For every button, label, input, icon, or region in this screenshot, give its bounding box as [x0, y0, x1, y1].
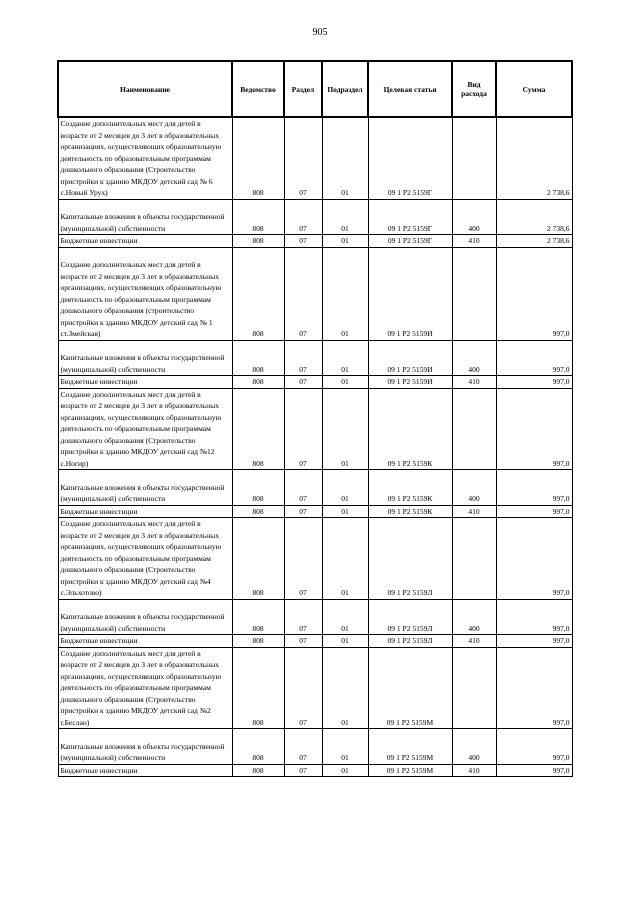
cell-subsection: 01: [322, 199, 368, 235]
cell-name: Капитальные вложения в объекты государственной (муниципальной) собственности: [58, 599, 232, 635]
cell-name: Бюджетные инвестиции: [58, 764, 232, 777]
table-row: [58, 235, 572, 248]
cell-subsection: 01: [322, 647, 368, 729]
cell-department: 808: [232, 376, 284, 389]
table-row: [58, 376, 572, 389]
cell-expense-type: 410: [452, 764, 496, 777]
cell-target: 09 1 Р2 5159М: [368, 764, 452, 777]
cell-target: 09 1 Р2 5159Г: [368, 199, 452, 235]
cell-department: 808: [232, 635, 284, 648]
cell-target: 09 1 Р2 5159К: [368, 505, 452, 518]
cell-subsection: 01: [322, 388, 368, 470]
cell-section: 07: [284, 647, 322, 729]
cell-section: 07: [284, 505, 322, 518]
table-row: [58, 199, 572, 235]
cell-department: 808: [232, 235, 284, 248]
cell-section: 07: [284, 388, 322, 470]
table-body: [58, 117, 572, 777]
cell-section: 07: [284, 340, 322, 376]
table-row: [58, 470, 572, 506]
cell-expense-type: [452, 647, 496, 729]
cell-name: Создание дополнительных мест для детей в возрасте от 2 месяцев до 3 лет в образовательных организациях, осуществляющих образовательную деятельность по образовательным программам дошкольного образования (Строительство пристройки к зданию МКДОУ детский сад № 6 с.Новый Урух): [58, 117, 232, 199]
cell-subsection: 01: [322, 247, 368, 340]
page-number: 905: [312, 27, 328, 38]
cell-sum: 997,0: [496, 518, 572, 600]
header-department: Ведомство: [232, 61, 284, 117]
cell-target: 09 1 Р2 5159Л: [368, 635, 452, 648]
table-row: [58, 729, 572, 765]
cell-sum: 997,0: [496, 247, 572, 340]
cell-target: 09 1 Р2 5159И: [368, 376, 452, 389]
cell-name: Бюджетные инвестиции: [58, 235, 232, 248]
cell-subsection: 01: [322, 117, 368, 199]
cell-sum: 997,0: [496, 505, 572, 518]
cell-subsection: 01: [322, 635, 368, 648]
cell-department: 808: [232, 647, 284, 729]
table-row: [58, 635, 572, 648]
cell-name: Капитальные вложения в объекты государственной (муниципальной) собственности: [58, 729, 232, 765]
cell-target: 09 1 Р2 5159И: [368, 340, 452, 376]
cell-expense-type: [452, 388, 496, 470]
cell-target: 09 1 Р2 5159М: [368, 729, 452, 765]
header-section: Раздел: [284, 61, 322, 117]
cell-subsection: 01: [322, 470, 368, 506]
table-row: [58, 117, 572, 199]
cell-department: 808: [232, 470, 284, 506]
table-row: [58, 388, 572, 470]
cell-name: Капитальные вложения в объекты государственной (муниципальной) собственности: [58, 199, 232, 235]
cell-expense-type: [452, 247, 496, 340]
table-row: [58, 518, 572, 600]
cell-department: 808: [232, 199, 284, 235]
cell-subsection: 01: [322, 599, 368, 635]
cell-subsection: 01: [322, 764, 368, 777]
table-row: [58, 599, 572, 635]
cell-department: 808: [232, 340, 284, 376]
cell-expense-type: 410: [452, 376, 496, 389]
cell-name: Создание дополнительных мест для детей в возрасте от 2 месяцев до 3 лет в образовательных организациях, осуществляющих образовательную деятельность по образовательным программам дошкольного образования (Строительство пристройки к зданию МКДОУ детский сад №4 с.Эльхотово): [58, 518, 232, 600]
cell-subsection: 01: [322, 376, 368, 389]
cell-section: 07: [284, 117, 322, 199]
cell-subsection: 01: [322, 505, 368, 518]
table-header: [58, 61, 572, 117]
cell-expense-type: [452, 117, 496, 199]
cell-target: 09 1 Р2 5159М: [368, 647, 452, 729]
cell-name: Создание дополнительных мест для детей в возрасте от 2 месяцев до 3 лет в образовательных организациях, осуществляющих образовательную деятельность по образовательным программам дошкольного образования (Строительство пристройки к зданию МКДОУ детский сад №12 с.Ногир): [58, 388, 232, 470]
cell-sum: 997,0: [496, 470, 572, 506]
cell-section: 07: [284, 470, 322, 506]
cell-sum: 2 738,6: [496, 235, 572, 248]
table-row: [58, 647, 572, 729]
cell-expense-type: 400: [452, 729, 496, 765]
cell-target: 09 1 Р2 5159Г: [368, 235, 452, 248]
cell-expense-type: 410: [452, 235, 496, 248]
cell-target: 09 1 Р2 5159И: [368, 247, 452, 340]
cell-department: 808: [232, 729, 284, 765]
cell-section: 07: [284, 599, 322, 635]
cell-sum: 2 738,6: [496, 117, 572, 199]
table-row: [58, 340, 572, 376]
cell-department: 808: [232, 764, 284, 777]
cell-name: Капитальные вложения в объекты государственной (муниципальной) собственности: [58, 340, 232, 376]
header-expense-type: Вид расхода: [452, 61, 496, 117]
cell-sum: 997,0: [496, 340, 572, 376]
cell-sum: 997,0: [496, 647, 572, 729]
cell-subsection: 01: [322, 729, 368, 765]
cell-section: 07: [284, 635, 322, 648]
cell-department: 808: [232, 388, 284, 470]
cell-sum: 2 738,6: [496, 199, 572, 235]
cell-sum: 997,0: [496, 376, 572, 389]
cell-expense-type: 410: [452, 505, 496, 518]
table-row: [58, 247, 572, 340]
cell-sum: 997,0: [496, 599, 572, 635]
cell-section: 07: [284, 764, 322, 777]
cell-name: Создание дополнительных мест для детей в возрасте от 2 месяцев до 3 лет в образовательных организациях, осуществляющих образовательную деятельность по образовательным программам дошкольного образования (Строительство пристройки к зданию МКДОУ детский сад №2 г.Беслан): [58, 647, 232, 729]
cell-section: 07: [284, 376, 322, 389]
cell-department: 808: [232, 247, 284, 340]
cell-expense-type: 400: [452, 599, 496, 635]
cell-expense-type: 400: [452, 340, 496, 376]
cell-expense-type: 410: [452, 635, 496, 648]
cell-expense-type: 400: [452, 470, 496, 506]
header-target: Целевая статья: [368, 61, 452, 117]
cell-subsection: 01: [322, 235, 368, 248]
cell-section: 07: [284, 235, 322, 248]
cell-name: Бюджетные инвестиции: [58, 376, 232, 389]
cell-section: 07: [284, 199, 322, 235]
cell-subsection: 01: [322, 340, 368, 376]
cell-department: 808: [232, 518, 284, 600]
header-subsection: Подраздел: [322, 61, 368, 117]
cell-department: 808: [232, 599, 284, 635]
cell-target: 09 1 Р2 5159Г: [368, 117, 452, 199]
cell-target: 09 1 Р2 5159Л: [368, 518, 452, 600]
cell-sum: 997,0: [496, 635, 572, 648]
cell-section: 07: [284, 729, 322, 765]
cell-department: 808: [232, 505, 284, 518]
cell-name: Капитальные вложения в объекты государственной (муниципальной) собственности: [58, 470, 232, 506]
cell-expense-type: [452, 518, 496, 600]
cell-section: 07: [284, 518, 322, 600]
cell-sum: 997,0: [496, 764, 572, 777]
cell-name: Бюджетные инвестиции: [58, 635, 232, 648]
cell-sum: 997,0: [496, 388, 572, 470]
cell-subsection: 01: [322, 518, 368, 600]
cell-target: 09 1 Р2 5159Л: [368, 599, 452, 635]
cell-sum: 997,0: [496, 729, 572, 765]
cell-department: 808: [232, 117, 284, 199]
cell-target: 09 1 Р2 5159К: [368, 470, 452, 506]
header-name: Наименование: [58, 61, 232, 117]
table-row: [58, 764, 572, 777]
table-row: [58, 505, 572, 518]
budget-table: [57, 60, 573, 777]
cell-name: Создание дополнительных мест для детей в возрасте от 2 месяцев до 3 лет в образовательных организациях, осуществляющих образовательную деятельность по образовательным программам дошкольного образования (строительство пристройки к зданию МКДОУ детский сад № 1 ст.Змейская): [58, 247, 232, 340]
cell-target: 09 1 Р2 5159К: [368, 388, 452, 470]
cell-expense-type: 400: [452, 199, 496, 235]
header-sum: Сумма: [496, 61, 572, 117]
cell-name: Бюджетные инвестиции: [58, 505, 232, 518]
cell-section: 07: [284, 247, 322, 340]
